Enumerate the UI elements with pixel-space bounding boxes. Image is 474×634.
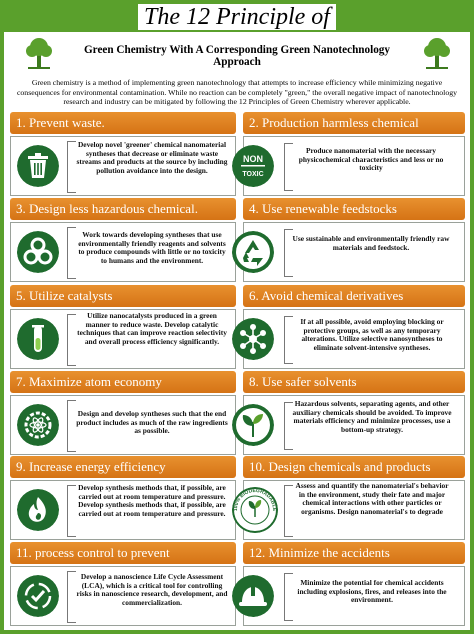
principle-11-title: 11. process control to prevent (10, 542, 236, 564)
principle-2-text: Produce nanomaterial with the necessary physicochemical characteristics and less or no toxicity (298, 146, 444, 173)
principle-5-text: Utilize nanocatalysts produced in a green manner to reduce waste. Develop catalytic techniques that can improve reaction selectivity and overall process efficiency significantly. (77, 311, 227, 346)
principle-3-card (10, 222, 236, 282)
principle-2-title: 2. Production harmless chemical (243, 112, 465, 134)
lifecycle-check-icon (17, 575, 59, 617)
flame-leaf-icon (17, 489, 59, 531)
non-label: NON (243, 154, 263, 164)
principle-4-card (243, 222, 465, 282)
principle-7-card (10, 395, 236, 455)
subtitle: Green Chemistry With A Corresponding Green Nanotechnology Approach (83, 44, 390, 68)
principle-10-text: Assess and quantify the nanomaterial's behavior in the environment, study their fate and major chemical interactions with other particles or organisms. Design nanomaterial's to degrade (295, 481, 449, 516)
principle-8-title: 8. Use safer solvents (243, 371, 465, 393)
principle-9-title: 9. Increase energy efficiency (10, 456, 236, 478)
leaf-sprout-icon (232, 404, 274, 446)
toxic-label: TOXIC (242, 171, 264, 178)
principle-3-text: Work towards developing syntheses that use environmentally friendly reagents and solvents to produce compounds with little or no toxicity to humans and the environment. (78, 230, 226, 265)
principle-10-title: 10. Design chemicals and products (243, 456, 465, 478)
principle-6-title: 6. Avoid chemical derivatives (243, 285, 465, 307)
principle-2-card (243, 136, 465, 196)
hard-hat-icon (232, 575, 274, 617)
principle-9-card (10, 480, 236, 540)
principle-3-title: 3. Design less hazardous chemical. (10, 198, 236, 220)
recycle-icon (232, 231, 274, 273)
biodegradable-label: 100% BIODEGRADABLE (232, 487, 278, 512)
principle-12-card (243, 566, 465, 626)
principle-5-card (10, 309, 236, 369)
principle-6-text: If at all possible, avoid employing blocking or protective groups, as well as any temporary alterations. Utilize selective nanosyntheses to eliminate solvent-intensive syntheses. (300, 317, 444, 352)
tree-icon (24, 36, 54, 70)
principle-4-title: 4. Use renewable feedstocks (243, 198, 465, 220)
page-title (0, 4, 474, 31)
page-title-text: The 12 Principle of (138, 4, 336, 30)
principle-5-title: 5. Utilize catalysts (10, 285, 236, 307)
principle-4-text: Use sustainable and environmentally friendly raw materials and feedstock. (292, 234, 450, 252)
atom-gear-icon (17, 404, 59, 446)
principle-11-text: Develop a nanoscience Life Cycle Assessment (LCA), which is a critical tool for controlling risks in nanoscience research, development, and commercialization. (76, 572, 228, 607)
principle-12-title: 12. Minimize the accidents (243, 542, 465, 564)
principle-7-text: Design and develop syntheses such that the end product includes as much of the raw ingredients as possible. (76, 409, 228, 436)
biodegradable-stamp-icon (232, 487, 278, 533)
biohazard-icon (17, 231, 59, 273)
test-tube-icon (17, 318, 59, 360)
principle-1-title: 1. Prevent waste. (10, 112, 236, 134)
molecule-network-icon (232, 318, 274, 360)
intro-paragraph: Green chemistry is a method of implementing green nanotechnology that attempts to increase efficiency while minimizing negative consequences for environmental contamination. While no reaction can be completely "green," the overall negative impact of nanotechnology research and industry can be mitigated by following the 12 Principles of Green Chemistry wherever applicable. (16, 78, 458, 107)
principle-7-title: 7. Maximize atom economy (10, 371, 236, 393)
principle-12-text: Minimize the potential for chemical accidents including explosions, fires, and releases into the environment. (297, 578, 447, 605)
principle-1-text: Develop novel 'greener' chemical nanomaterial syntheses that decrease or eliminate waste streams and products at the source by including pollution avoidance into the design. (76, 140, 228, 175)
principle-8-text: Hazardous solvents, separating agents, and other auxiliary chemicals should be avoided. To improve materials efficiency and minimize processes, use a bottom-up strategy. (292, 399, 452, 434)
principle-11-card (10, 566, 236, 626)
principle-9-text: Develop synthesis methods that, if possible, are carried out at room temperature and pressure. Develop synthesis methods that, if possible, are carried out at room temperature and pressure. (78, 483, 226, 518)
principle-8-card (243, 395, 465, 455)
trash-bin-icon (17, 145, 59, 187)
tree-icon (422, 36, 452, 70)
principle-6-card (243, 309, 465, 369)
principle-10-card (232, 480, 465, 540)
non-toxic-badge-icon (232, 145, 274, 187)
principle-1-card (10, 136, 236, 196)
